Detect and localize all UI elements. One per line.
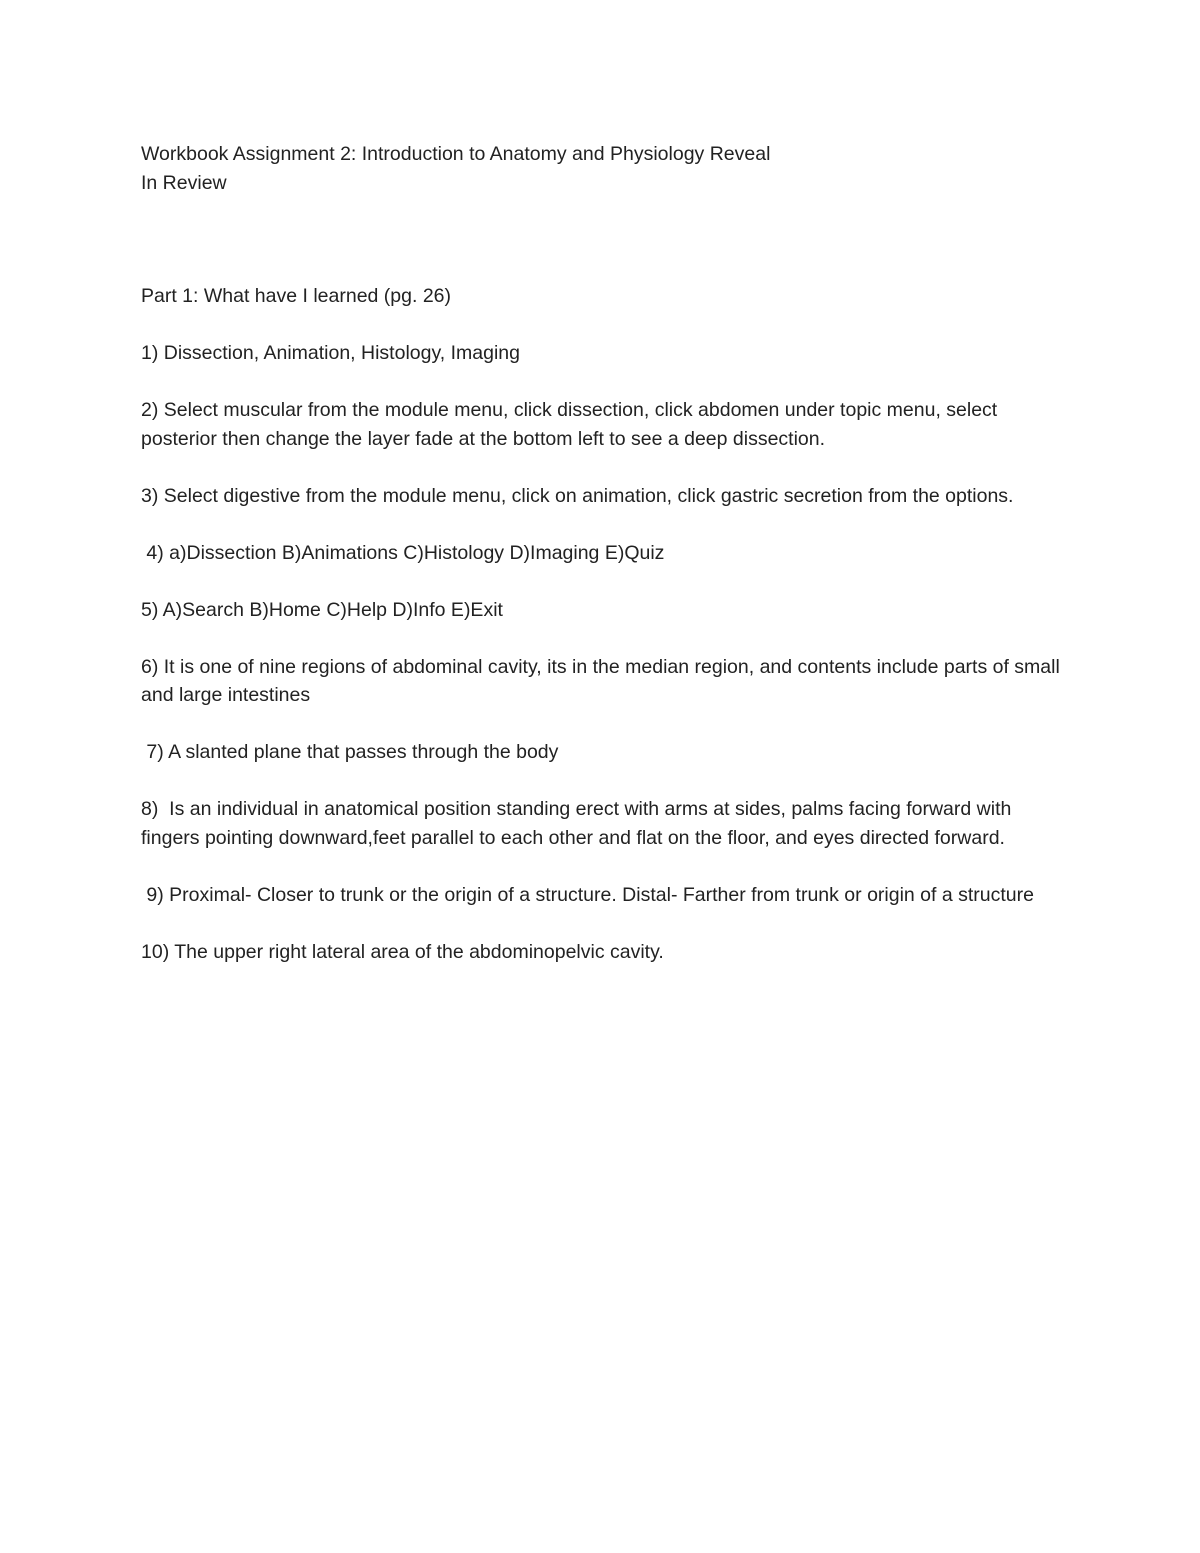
answer-4: 4) a)Dissection B)Animations C)Histology D)Imaging E)Quiz: [141, 541, 665, 564]
document-subtitle: In Review: [141, 171, 227, 194]
answer-1: 1) Dissection, Animation, Histology, Imaging: [141, 342, 520, 364]
answer-3: 3) Select digestive from the module menu, click on animation, click gastric secretion from the options.: [141, 484, 1014, 507]
part-heading: Part 1: What have I learned (pg. 26): [141, 285, 452, 307]
answer-2: 2) Select muscular from the module menu, click dissection, click abdomen under topic menu, select posterior then change the layer fade at the bottom left to see a deep dissection.: [141, 399, 1003, 450]
answer-7: 7) A slanted plane that passes through the body: [141, 741, 559, 763]
answer-9: 9) Proximal- Closer to trunk or the origin of a structure. Distal- Farther from trunk or origin of a structure: [141, 883, 1034, 906]
answer-6: 6) It is one of nine regions of abdominal cavity, its in the median region, and contents include parts of small and large intestines: [141, 655, 1066, 706]
answer-8: 8) Is an individual in anatomical position standing erect with arms at sides, palms facing forward with fingers pointing downward,feet parallel to each other and flat on the floor, and eyes directed forward.: [141, 798, 1017, 849]
document-body: [141, 140, 1071, 995]
answer-10: 10) The upper right lateral area of the abdominopelvic cavity.: [141, 940, 664, 963]
answer-5: 5) A)Search B)Home C)Help D)Info E)Exit: [141, 598, 503, 621]
title-block: [141, 140, 1071, 197]
document-title: Workbook Assignment 2: Introduction to Anatomy and Physiology Reveal: [141, 143, 771, 165]
